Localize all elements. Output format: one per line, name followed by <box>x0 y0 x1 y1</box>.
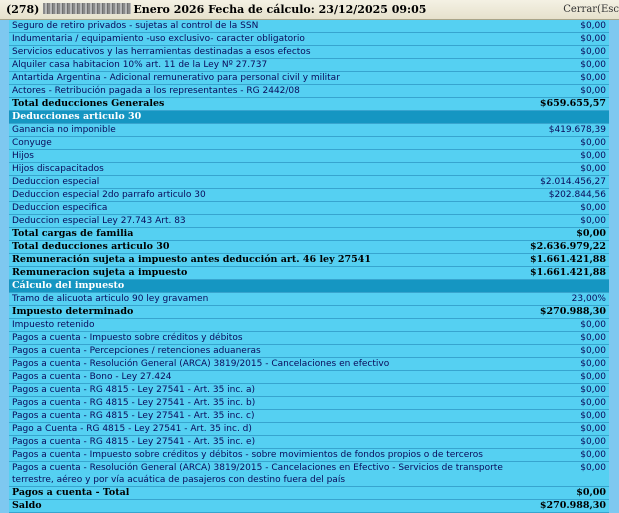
table-row <box>9 410 609 423</box>
row-label: Deduccion especifica <box>12 203 108 213</box>
table-row <box>9 267 609 280</box>
row-value: 23,00% <box>571 294 606 304</box>
table-row <box>9 241 609 254</box>
row-label: Deducciones articulo 30 <box>12 111 142 122</box>
row-label: Servicios educativos y las herramientas destinadas a esos efectos <box>12 47 311 57</box>
row-label: Pagos a cuenta - Percepciones / retenciones aduaneras <box>12 346 261 356</box>
title-bar <box>0 0 619 20</box>
table-row <box>9 371 609 384</box>
row-label: Impuesto determinado <box>12 306 134 317</box>
row-label: Antartida Argentina - Adicional remunerativo para personal civil y militar <box>12 73 340 83</box>
row-label: Cálculo del impuesto <box>12 280 125 291</box>
row-label: Total deducciones Generales <box>12 98 165 109</box>
table-row <box>9 384 609 397</box>
row-label: Deduccion especial <box>12 177 100 187</box>
row-value: $0,00 <box>580 385 606 395</box>
table-row <box>9 137 609 150</box>
table-row <box>9 306 609 319</box>
table-row <box>9 33 609 46</box>
row-value: $2.636.979,22 <box>529 241 606 252</box>
table-row <box>9 124 609 137</box>
row-value: $0,00 <box>580 372 606 382</box>
row-label: Total deducciones articulo 30 <box>12 241 170 252</box>
row-label: Pago a Cuenta - RG 4815 - Ley 27541 - Art. 35 inc. d) <box>12 424 252 434</box>
row-value: $0,00 <box>580 463 606 473</box>
row-label: Alquiler casa habitacion 10% art. 11 de la Ley Nº 27.737 <box>12 60 268 70</box>
row-value <box>606 280 609 292</box>
row-value: $0,00 <box>580 424 606 434</box>
table-row <box>9 436 609 449</box>
row-label: Seguro de retiro privados - sujetas al control de la SSN <box>12 21 259 31</box>
row-label: Hijos <box>12 151 34 161</box>
row-value: $419.678,39 <box>548 125 606 135</box>
row-value: $0,00 <box>576 228 606 239</box>
row-label: Pagos a cuenta - RG 4815 - Ley 27541 - Art. 35 inc. e) <box>12 437 256 447</box>
table-row <box>9 423 609 436</box>
row-label: Pagos a cuenta - Resolución General (ARCA) 3819/2015 - Cancelaciones en Efectivo - Servicios de transporte terrestre, aéreo y por vía acuática de pasajeros con destino fuera del país <box>12 463 503 485</box>
section-header <box>9 111 609 124</box>
row-value: $0,00 <box>580 216 606 226</box>
row-value: $270.988,30 <box>539 306 606 317</box>
row-label: Remuneración sujeta a impuesto antes deducción art. 46 ley 27541 <box>12 254 371 265</box>
table-row <box>9 85 609 98</box>
table-row <box>9 46 609 59</box>
table-row <box>9 487 609 500</box>
row-value: $0,00 <box>580 73 606 83</box>
deductions-table <box>9 20 609 513</box>
close-button[interactable]: Cerrar(Esc <box>563 4 619 15</box>
row-label: Remuneracion sujeta a impuesto <box>12 267 188 278</box>
section-header <box>9 280 609 293</box>
row-label: Conyuge <box>12 138 52 148</box>
table-row <box>9 319 609 332</box>
row-label: Ganancia no imponible <box>12 125 116 135</box>
table-row <box>9 462 609 487</box>
row-label: Impuesto retenido <box>12 320 95 330</box>
row-label: Tramo de alicuota articulo 90 ley gravamen <box>12 294 209 304</box>
row-label: Pagos a cuenta - Total <box>12 487 130 498</box>
row-value: $1.661.421,88 <box>529 267 606 278</box>
title-date: Enero 2026 Fecha de cálculo: 23/12/2025 09:05 <box>133 3 427 16</box>
row-label: Pagos a cuenta - RG 4815 - Ley 27541 - Art. 35 inc. a) <box>12 385 256 395</box>
row-value: $0,00 <box>580 34 606 44</box>
row-value: $0,00 <box>580 21 606 31</box>
row-label: Pagos a cuenta - Bono - Ley 27.424 <box>12 372 172 382</box>
row-value: $202.844,56 <box>548 190 606 200</box>
table-row <box>9 228 609 241</box>
table-row <box>9 397 609 410</box>
table-row <box>9 358 609 371</box>
row-value: $0,00 <box>580 47 606 57</box>
row-label: Pagos a cuenta - Impuesto sobre créditos y débitos - sobre movimientos de fondos propios o de terceros <box>12 450 483 460</box>
row-value: $0,00 <box>580 86 606 96</box>
row-label: Indumentaria / equipamiento -uso exclusivo- caracter obligatorio <box>12 34 305 44</box>
row-value: $0,00 <box>580 450 606 460</box>
row-value: $0,00 <box>580 398 606 408</box>
row-label: Saldo <box>12 500 42 511</box>
table-row <box>9 293 609 306</box>
row-value: $659.655,57 <box>539 98 606 109</box>
table-row <box>9 176 609 189</box>
row-label: Actores - Retribución pagada a los representantes - RG 2442/08 <box>12 86 300 96</box>
row-label: Pagos a cuenta - RG 4815 - Ley 27541 - Art. 35 inc. b) <box>12 398 256 408</box>
row-label: Pagos a cuenta - RG 4815 - Ley 27541 - Art. 35 inc. c) <box>12 411 255 421</box>
row-value: $0,00 <box>580 333 606 343</box>
row-label: Deduccion especial 2do parrafo articulo 30 <box>12 190 206 200</box>
row-value: $0,00 <box>580 346 606 356</box>
row-label: Deduccion especial Ley 27.743 Art. 83 <box>12 216 186 226</box>
row-label: Pagos a cuenta - Resolución General (ARCA) 3819/2015 - Cancelaciones en efectivo <box>12 359 390 369</box>
row-value: $0,00 <box>580 60 606 70</box>
table-row <box>9 98 609 111</box>
title-text <box>6 0 426 19</box>
table-row <box>9 189 609 202</box>
row-value: $0,00 <box>580 151 606 161</box>
table-row <box>9 59 609 72</box>
row-value: $1.661.421,88 <box>529 254 606 265</box>
table-row <box>9 254 609 267</box>
row-value: $0,00 <box>580 203 606 213</box>
row-label: Total cargas de familia <box>12 228 134 239</box>
row-value: $270.988,30 <box>539 500 606 511</box>
table-row <box>9 215 609 228</box>
row-label: Pagos a cuenta - Impuesto sobre créditos y débitos <box>12 333 243 343</box>
row-value: $0,00 <box>580 437 606 447</box>
table-row <box>9 20 609 33</box>
title-prefix: (278) <box>6 3 40 16</box>
row-value: $0,00 <box>580 411 606 421</box>
table-row <box>9 500 609 513</box>
row-value: $0,00 <box>580 164 606 174</box>
row-value: $0,00 <box>576 487 606 498</box>
table-row <box>9 345 609 358</box>
table-row <box>9 202 609 215</box>
table-row <box>9 163 609 176</box>
row-value: $0,00 <box>580 359 606 369</box>
row-value <box>606 111 609 123</box>
table-row <box>9 150 609 163</box>
table-row <box>9 72 609 85</box>
table-row <box>9 449 609 462</box>
table-row <box>9 332 609 345</box>
row-value: $0,00 <box>580 320 606 330</box>
row-value: $2.014.456,27 <box>540 177 606 187</box>
row-label: Hijos discapacitados <box>12 164 104 174</box>
redacted-name <box>43 3 131 14</box>
row-value: $0,00 <box>580 138 606 148</box>
